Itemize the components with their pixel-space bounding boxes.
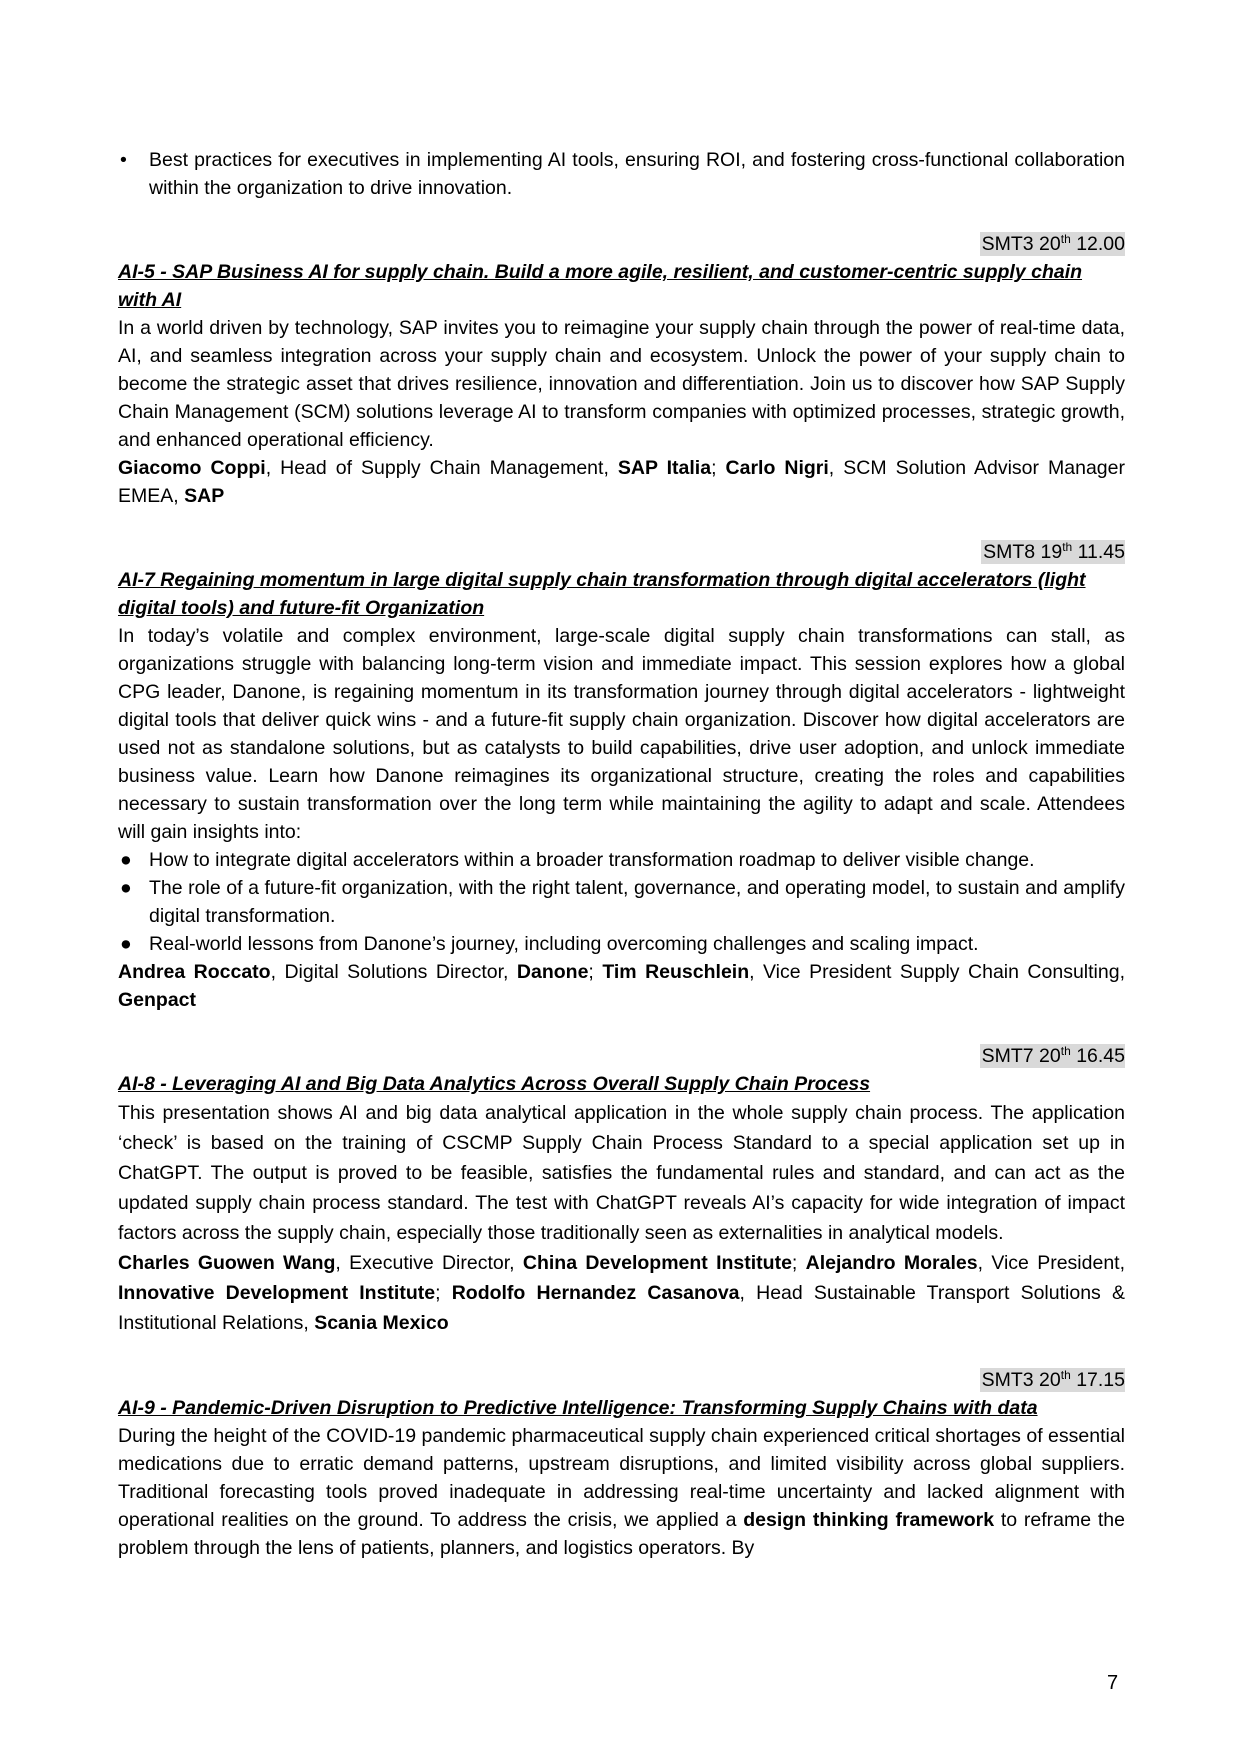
- intro-bullet: [118, 146, 1125, 202]
- list-item-text: The role of a future-fit organization, with the right talent, governance, and operating model, to sustain and amplify digital transformation.: [149, 877, 1125, 927]
- session-description: [118, 1422, 1125, 1562]
- session-speakers: [118, 454, 1125, 510]
- speaker-role: , Executive Director,: [335, 1252, 523, 1274]
- ordinal-suffix: th: [1062, 540, 1073, 554]
- bullet-icon: ●: [120, 849, 132, 871]
- bullet-icon: ●: [120, 933, 132, 955]
- time-label: 16.45: [1076, 1045, 1125, 1067]
- room-label: SMT3 20: [981, 1369, 1061, 1391]
- bullet-icon: •: [120, 149, 127, 171]
- document-page: [118, 146, 1125, 1562]
- ordinal-suffix: th: [1060, 1044, 1071, 1058]
- speaker-name: Alejandro Morales: [805, 1252, 978, 1274]
- session-title: AI-5 - SAP Business AI for supply chain. Build a more agile, resilient, and customer-centric supply chain with AI: [118, 261, 1083, 311]
- session-schedule: [118, 1366, 1125, 1394]
- session-schedule: [118, 230, 1125, 258]
- insights-list: [118, 846, 1125, 958]
- description-emphasis: design thinking framework: [743, 1509, 995, 1531]
- time-label: 17.15: [1076, 1369, 1125, 1391]
- room-label: SMT8 19: [983, 541, 1063, 563]
- session-ai-9: [118, 1366, 1125, 1562]
- session-description: In a world driven by technology, SAP invites you to reimagine your supply chain through the power of real-time data, AI, and seamless integration across your supply chain and ecosystem. Unlock the power of your supply chain to become the strategic asset that drives resilience, innovation and differentiation. Join us to discover how SAP Supply Chain Management (SCM) solutions leverage AI to transform companies with optimized processes, strategic growth, and enhanced operational efficiency.: [118, 317, 1125, 451]
- speaker-org: Innovative Development Institute: [118, 1282, 436, 1304]
- schedule-tag: [980, 1044, 1125, 1068]
- ordinal-suffix: th: [1060, 1368, 1071, 1382]
- session-schedule: [118, 1042, 1125, 1070]
- session-title: AI-9 - Pandemic-Driven Disruption to Predictive Intelligence: Transforming Supply Chains with data: [118, 1397, 1038, 1419]
- speaker-role: , SCM Solution Advisor Manager EMEA,: [118, 457, 1125, 507]
- speaker-separator: ;: [791, 1252, 806, 1274]
- description-text: to reframe the problem through the lens of patients, planners, and logistics operators. By: [118, 1509, 1125, 1559]
- page-number: 7: [1107, 1672, 1119, 1694]
- schedule-tag: [980, 1368, 1125, 1392]
- list-item-text: How to integrate digital accelerators within a broader transformation roadmap to deliver visible change.: [149, 849, 1035, 871]
- speaker-org: Genpact: [118, 989, 197, 1011]
- speaker-name: Tim Reuschlein: [602, 961, 750, 983]
- time-label: 11.45: [1077, 541, 1125, 563]
- list-item: [118, 846, 1125, 874]
- speaker-name: Charles Guowen Wang: [118, 1252, 336, 1274]
- schedule-tag: [980, 232, 1125, 256]
- speaker-org: Scania Mexico: [314, 1312, 449, 1334]
- speaker-separator: ;: [711, 457, 726, 479]
- list-item-text: Real-world lessons from Danone’s journey, including overcoming challenges and scaling impact.: [149, 933, 979, 955]
- session-schedule: [118, 538, 1125, 566]
- session-speakers: [118, 1248, 1125, 1338]
- session-title: AI-7 Regaining momentum in large digital supply chain transformation through digital accelerators (light digital tools) and future-fit Organization: [118, 569, 1086, 619]
- speaker-org: China Development Institute: [522, 1252, 792, 1274]
- list-item: [118, 874, 1125, 930]
- speaker-role: , Vice President,: [977, 1252, 1125, 1274]
- speaker-role: , Digital Solutions Director,: [270, 961, 517, 983]
- speaker-org: SAP Italia: [617, 457, 712, 479]
- session-title: AI-8 - Leveraging AI and Big Data Analytics Across Overall Supply Chain Process: [118, 1073, 871, 1095]
- speaker-name: Giacomo Coppi: [118, 457, 266, 479]
- room-label: SMT7 20: [981, 1045, 1061, 1067]
- speaker-org: Danone: [516, 961, 589, 983]
- speaker-role: , Vice President Supply Chain Consulting,: [749, 961, 1125, 983]
- speaker-name: Carlo Nigri: [725, 457, 829, 479]
- speaker-org: SAP: [184, 485, 225, 507]
- speaker-name: Andrea Roccato: [118, 961, 271, 983]
- schedule-tag: [981, 540, 1125, 564]
- session-ai-8: [118, 1042, 1125, 1338]
- session-ai-7: [118, 538, 1125, 1014]
- session-ai-5: [118, 230, 1125, 510]
- list-item: [118, 930, 1125, 958]
- speaker-separator: ;: [435, 1282, 452, 1304]
- speaker-role: , Head of Supply Chain Management,: [265, 457, 618, 479]
- speaker-role: , Head Sustainable Transport Solutions & Institutional Relations,: [118, 1282, 1125, 1334]
- speaker-separator: ;: [588, 961, 603, 983]
- ordinal-suffix: th: [1060, 232, 1071, 246]
- room-label: SMT3 20: [981, 233, 1061, 255]
- session-description: In today’s volatile and complex environment, large-scale digital supply chain transformations can stall, as organizations struggle with balancing long-term vision and immediate impact. This session explores how a global CPG leader, Danone, is regaining momentum in its transformation journey through digital accelerators - lightweight digital tools that deliver quick wins - and a future-fit supply chain organization. Discover how digital accelerators are used not as standalone solutions, but as catalysts to build capabilities, drive user adoption, and unlock immediate business value. Learn how Danone reimagines its organizational structure, creating the roles and capabilities necessary to sustain transformation over the long term while maintaining the agility to adapt and scale. Attendees will gain insights into:: [118, 625, 1125, 843]
- intro-bullet-text: Best practices for executives in implementing AI tools, ensuring ROI, and fostering cross-functional collaboration within the organization to drive innovation.: [149, 149, 1125, 199]
- session-description: This presentation shows AI and big data analytical application in the whole supply chain process. The application ‘check’ is based on the training of CSCMP Supply Chain Process Standard to a special application set up in ChatGPT. The output is proved to be feasible, satisfies the fundamental rules and standard, and can act as the updated supply chain process standard. The test with ChatGPT reveals AI’s capacity for wide integration of impact factors across the supply chain, especially those traditionally seen as externalities in analytical models.: [118, 1102, 1125, 1244]
- description-text: During the height of the COVID-19 pandemic pharmaceutical supply chain experienced critical shortages of essential medications due to erratic demand patterns, upstream disruptions, and limited visibility across global suppliers. Traditional forecasting tools proved inadequate in addressing real-time uncertainty and lacked alignment with operational realities on the ground. To address the crisis, we applied a: [118, 1425, 1125, 1531]
- time-label: 12.00: [1076, 233, 1125, 255]
- speaker-name: Rodolfo Hernandez Casanova: [451, 1282, 740, 1304]
- bullet-icon: ●: [120, 877, 132, 899]
- session-speakers: [118, 958, 1125, 1014]
